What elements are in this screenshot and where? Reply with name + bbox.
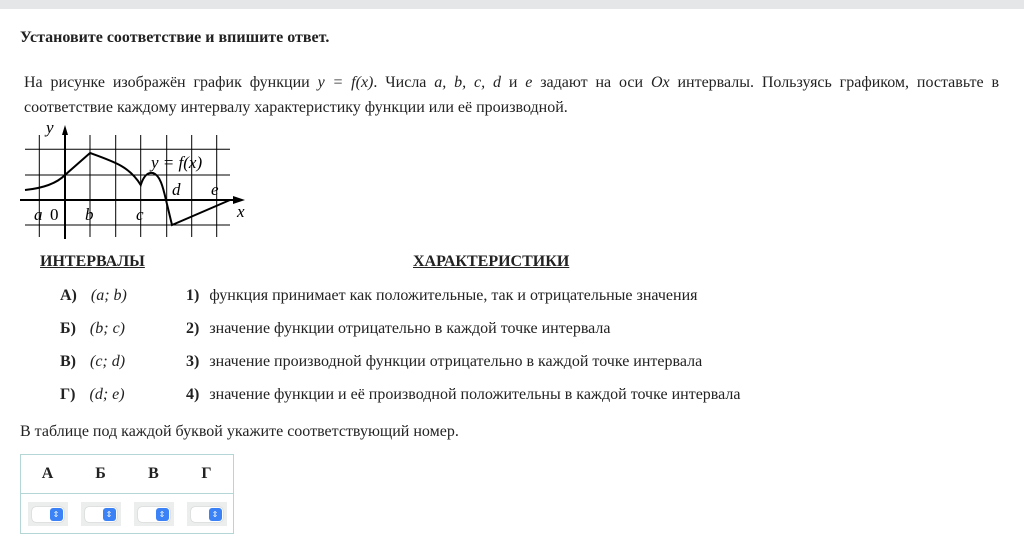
characteristic-item: 4) значение функции и её производной положительны в каждой точке интервала (186, 386, 741, 403)
instruction-note: В таблице под каждой буквой укажите соответствующий номер. (20, 423, 459, 440)
chevron-updown-icon: ⇕ (156, 508, 169, 521)
column-header: А (21, 455, 75, 494)
x-axis-label: x (237, 202, 245, 221)
function-graph (20, 115, 260, 245)
characteristic-item: 2) значение функции отрицательно в каждой точке интервала (186, 320, 611, 337)
chevron-updown-icon: ⇕ (103, 508, 116, 521)
top-bar (0, 0, 1024, 9)
interval-item: А) (a; b) (60, 287, 127, 304)
label-e: e (211, 180, 219, 199)
chevron-updown-icon: ⇕ (209, 508, 222, 521)
answer-table (20, 454, 234, 534)
task-title: Установите соответствие и впишите ответ. (20, 29, 330, 46)
label-b: b (85, 205, 94, 224)
column-header: Г (180, 455, 234, 494)
interval-item: Г) (d; e) (60, 386, 125, 403)
characteristic-item: 1) функция принимает как положительные, так и отрицательные значения (186, 287, 698, 304)
characteristics-heading: ХАРАКТЕРИСТИКИ (413, 253, 570, 270)
intervals-heading: ИНТЕРВАЛЫ (40, 253, 145, 270)
chevron-updown-icon: ⇕ (50, 508, 63, 521)
label-d: d (172, 180, 181, 199)
function-label: y = f(x) (151, 153, 203, 172)
column-header: В (127, 455, 180, 494)
y-axis-label: y (46, 118, 54, 137)
answer-select-v[interactable] (138, 507, 170, 522)
task-text: На рисунке изображён график функции y = f(x). Числа a, b, c, d и e задают на оси Ox интервалы. Пользуясь графиком, поставьте в соответствие каждому интервалу характеристику функции или её производной. (24, 74, 1000, 116)
label-c: c (136, 205, 144, 224)
column-header: Б (74, 455, 127, 494)
interval-item: Б) (b; c) (60, 320, 125, 337)
interval-item: В) (c; d) (60, 353, 126, 370)
label-a: a (34, 205, 43, 224)
answer-select-g[interactable] (191, 507, 223, 522)
answer-select-a[interactable] (32, 507, 64, 522)
characteristic-item: 3) значение производной функции отрицательно в каждой точке интервала (186, 353, 703, 370)
answer-select-b[interactable] (85, 507, 117, 522)
label-origin: 0 (50, 205, 59, 224)
